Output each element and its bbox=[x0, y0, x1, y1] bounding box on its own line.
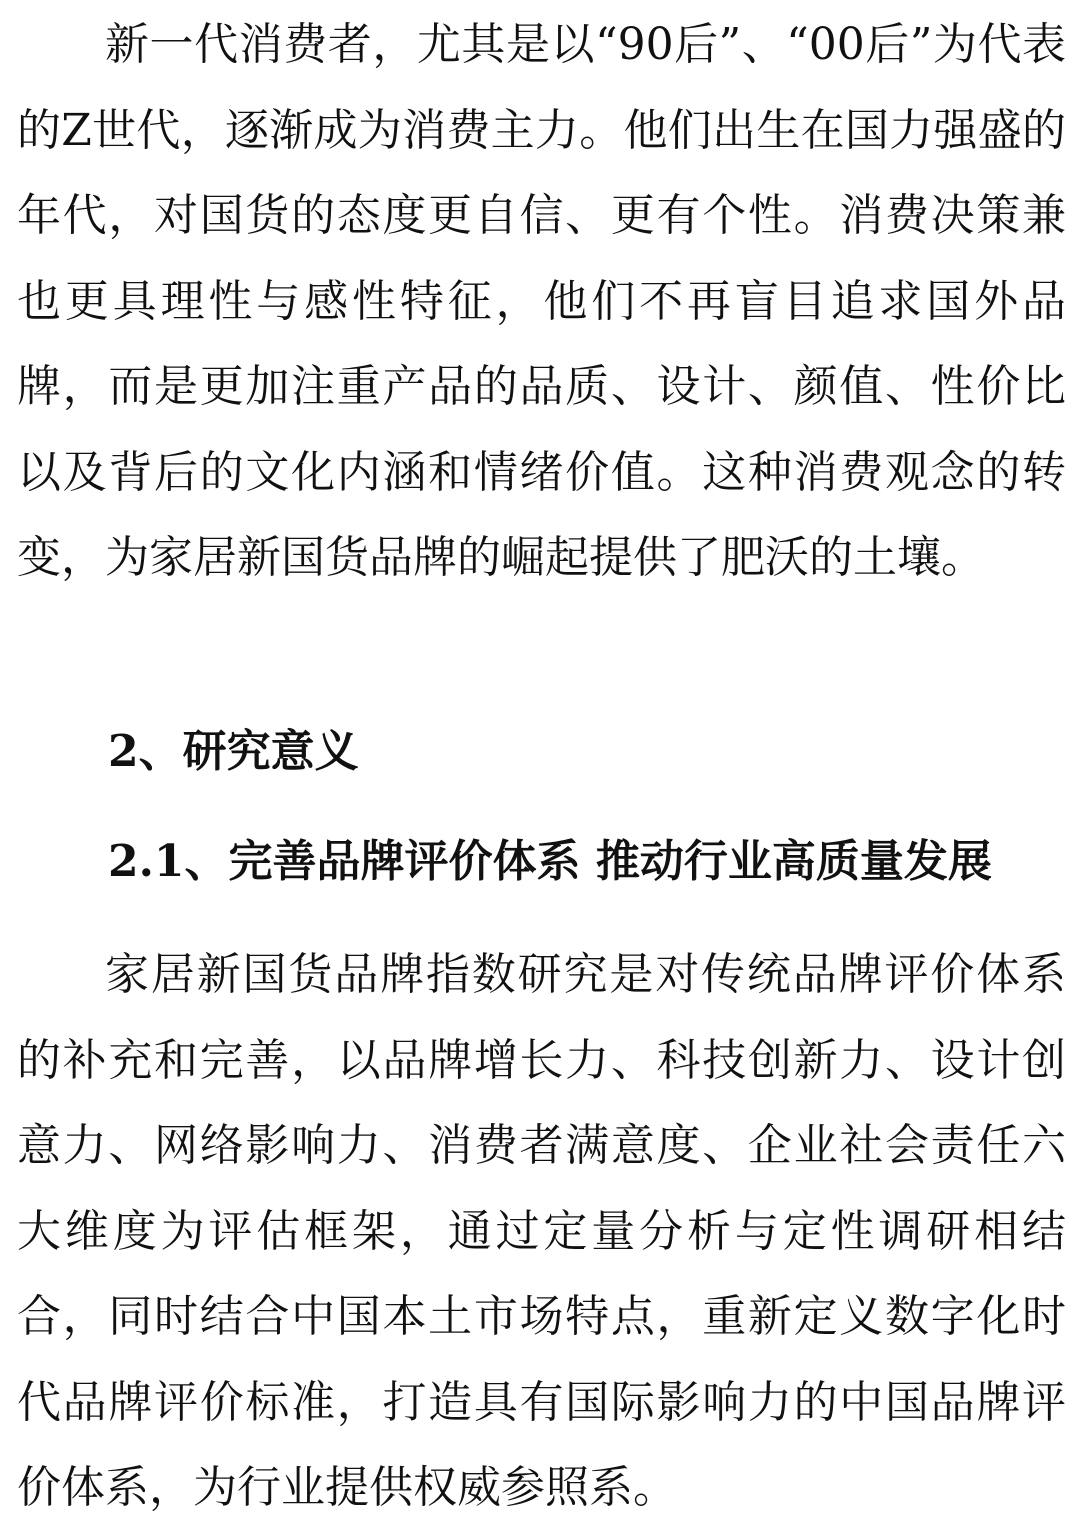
paragraph-gen-z-consumers: 新一代消费者，尤其是以“90后”、“00后”为代表的Z世代，逐渐成为消费主力。他们出生在国力强盛的年代，对国货的态度更自信、更有个性。消费决策兼也更具理性与感性特征，他们不再盲目追求国外品牌，而是更加注重产品的品质、设计、颜值、性价比以及背后的文化内涵和情绪价值。这种消费观念的转变，为家居新国货品牌的崛起提供了肥沃的土壤。 bbox=[17, 19, 1066, 583]
heading-brand-evaluation-system: 2.1、完善品牌评价体系 推动行业高质量发展 bbox=[108, 836, 992, 887]
paragraph-brand-index-research: 家居新国货品牌指数研究是对传统品牌评价体系的补充和完善，以品牌增长力、科技创新力、设计创意力、网络影响力、消费者满意度、企业社会责任六大维度为评估框架，通过定量分析与定性调研相结合，同时结合中国本土市场特点，重新定义数字化时代品牌评价标准，打造具有国际影响力的中国品牌评价体系，为行业提供权威参照系。 bbox=[17, 949, 1066, 1513]
heading-research-significance: 2、研究意义 bbox=[108, 726, 359, 777]
